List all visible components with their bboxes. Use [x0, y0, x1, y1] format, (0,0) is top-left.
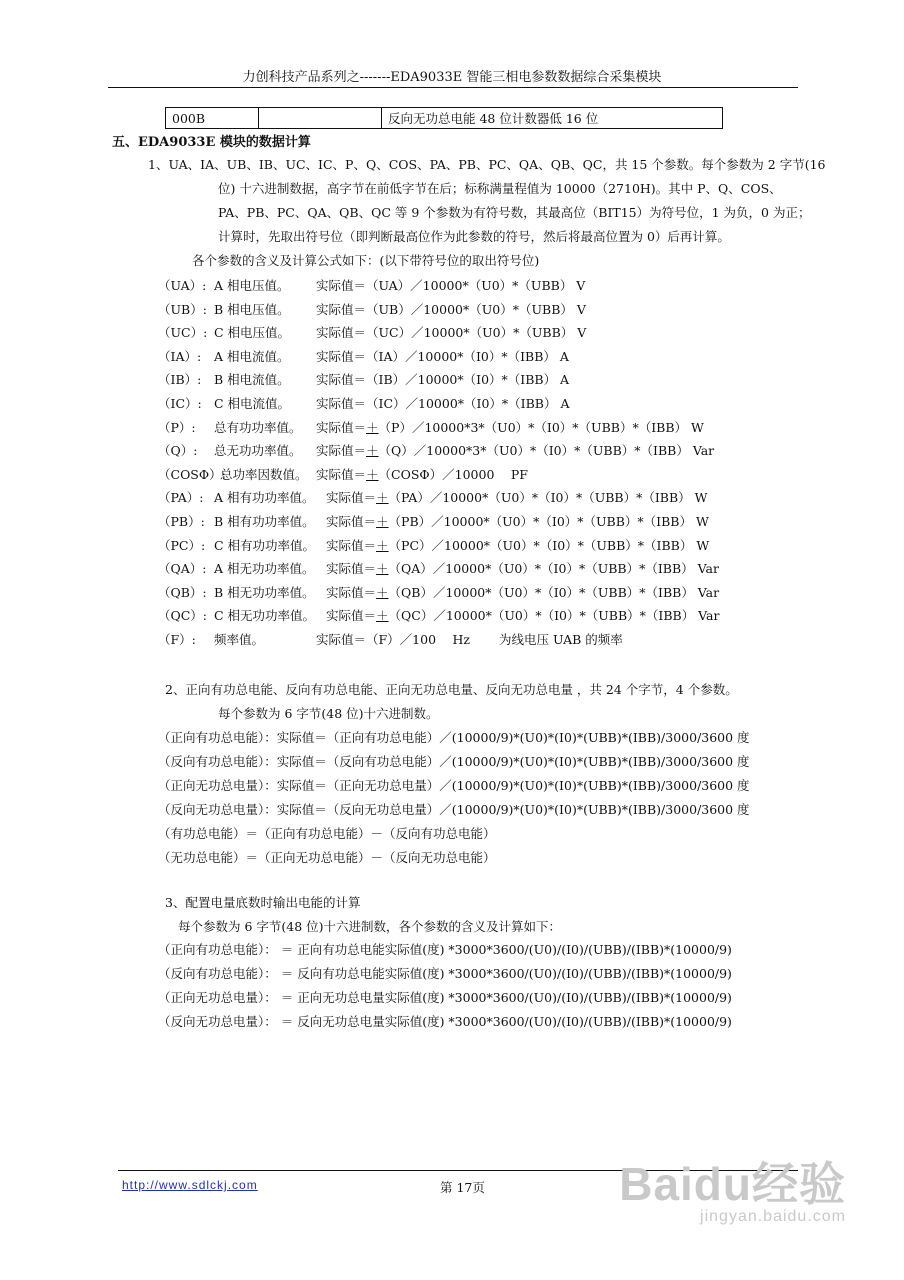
param-description: 总功率因数值。 — [220, 466, 308, 482]
formula-text: 实际值＝（UB）／10000*（U0）*（UBB） V — [316, 301, 586, 317]
formula-text: 实际值＝（IB）／10000*（I0）*（IBB） A — [316, 372, 570, 388]
formula-text: 实际值＝（UC）／10000*（U0）*（UBB） V — [316, 325, 587, 341]
table-row — [166, 108, 723, 129]
formula-text: （QB）／10000*（U0）*（I0）*（UBB）*（IBB） Var — [388, 584, 720, 600]
param-description: C 相有功功率值。 — [214, 537, 316, 553]
plus-minus-sign: ＋ — [376, 584, 389, 600]
formula-row — [158, 488, 708, 506]
param-description: B 相无功功率值。 — [214, 584, 315, 600]
page-number: 第 17页 — [440, 1180, 485, 1195]
plus-minus-sign: ＋ — [366, 466, 379, 482]
formula-text: （P）／10000*3*（U0）*（I0）*（UBB）*（IBB） W — [378, 419, 704, 435]
param-key: （PC）: — [158, 537, 206, 553]
formula-text: 实际值＝ — [316, 466, 367, 482]
param-key: （QB）: — [158, 584, 207, 600]
param-key: （UC）: — [158, 325, 208, 341]
formula-row — [158, 559, 719, 577]
register-blank-cell — [259, 108, 382, 129]
plus-minus-sign: ＋ — [376, 514, 389, 529]
formula-text: （PB）／10000*（U0）*（I0）*（UBB）*（IBB） W — [388, 514, 709, 529]
energy-formula: （正向无功总电量）：实际值＝（正向无功总电量）／(10000/9)*(U0)*(I0)*(UBB)*(IBB)/3000/3600 度 — [158, 778, 750, 793]
paragraph-line: 每个参数为 6 字节(48 位)十六进制数。 — [218, 706, 439, 721]
plus-minus-sign: ＋ — [376, 490, 389, 506]
formula-text: （PA）／10000*（U0）*（I0）*（UBB）*（IBB） W — [388, 490, 708, 506]
param-description: C 相电流值。 — [214, 396, 291, 411]
param-description: C 相无功功率值。 — [214, 608, 316, 624]
plus-minus-sign: ＋ — [376, 537, 389, 553]
energy-formula: （反向有功总电能）：实际值＝（反向有功总电能）／(10000/9)*(U0)*(I0)*(UBB)*(IBB)/3000/3600 度 — [158, 754, 750, 769]
header-rule — [108, 87, 798, 88]
config-formula: （正向无功总电量）： ＝ 正向无功总电量实际值(度) *3000*3600/(U0)/(I0)/(UBB)/(IBB)*(10000/9) — [158, 990, 732, 1005]
baidu-watermark — [619, 1148, 846, 1226]
paragraph-line: 计算时，先取出符号位（即判断最高位作为此参数的符号，然后将最高位置为 0）后再计算。 — [218, 229, 730, 244]
param-description: A 相电压值。 — [214, 278, 290, 293]
plus-minus-sign: ＋ — [366, 443, 379, 459]
formula-row — [158, 512, 709, 530]
param-key: （IB）: — [158, 372, 202, 388]
formula-text: （Q）／10000*3*（U0）*（I0）*（UBB）*（IBB） Var — [378, 443, 715, 459]
formula-text: （PC）／10000*（U0）*（I0）*（UBB）*（IBB） W — [388, 537, 710, 553]
formula-row — [158, 323, 586, 341]
config-formula: （反向无功总电量）： ＝ 反向无功总电量实际值(度) *3000*3600/(U0)/(I0)/(UBB)/(IBB)*(10000/9) — [158, 1014, 732, 1029]
param-description: B 相电流值。 — [214, 372, 290, 388]
param-key: （UA）: — [158, 278, 207, 293]
formula-row — [158, 630, 623, 648]
formula-text: （COSΦ）／10000 PF — [378, 466, 528, 482]
formula-text: 实际值＝ — [326, 561, 377, 577]
param-description: 总无功功率值。 — [214, 443, 302, 459]
paragraph-line: 位) 十六进制数据，高字节在前低字节在后；标称满量程值为 10000（2710H)。其中 P、Q、COS、 — [218, 181, 782, 196]
param-key: （COSΦ）: — [158, 466, 226, 482]
param-key: （Q）: — [158, 443, 198, 459]
param-description: B 相有功功率值。 — [214, 514, 315, 529]
formula-text: 实际值＝ — [326, 514, 377, 529]
watermark-url: jingyan.baidu.com — [700, 1208, 846, 1225]
register-address: 000B — [166, 108, 259, 129]
energy-formula: （有功总电能）＝（正向有功总电能）－（反向有功总电能） — [158, 826, 496, 841]
param-key: （IC）: — [158, 396, 202, 411]
formula-row — [158, 370, 569, 388]
formula-text: 实际值＝（UA）／10000*（U0）*（UBB） V — [316, 278, 586, 293]
formula-text: 实际值＝ — [316, 443, 367, 459]
formula-row — [158, 465, 528, 483]
formula-row — [158, 418, 704, 436]
paragraph-line: PA、PB、PC、QA、QB、QC 等 9 个参数为有符号数，其最高位（BIT15）为符号位，1 为负，0 为正； — [218, 205, 811, 220]
param-key: （QC）: — [158, 608, 208, 624]
formula-row — [158, 300, 586, 318]
param-key: （PB）: — [158, 514, 205, 529]
plus-minus-sign: ＋ — [366, 419, 379, 435]
param-key: （IA）: — [158, 348, 202, 364]
energy-formula: （正向有功总电能）：实际值＝（正向有功总电能）／(10000/9)*(U0)*(I0)*(UBB)*(IBB)/3000/3600 度 — [158, 730, 750, 745]
param-description: A 相无功功率值。 — [214, 561, 315, 577]
param-description: A 相电流值。 — [214, 348, 290, 364]
paragraph-line: 每个参数为 6 字节(48 位)十六进制数，各个参数的含义及计算如下： — [178, 919, 562, 934]
formula-text: 实际值＝ — [326, 608, 377, 624]
paragraph-line: 1、UA、IA、UB、IB、UC、IC、P、Q、COS、PA、PB、PC、QA、QB、QC，共 15 个参数。每个参数为 2 字节(16 — [148, 157, 826, 172]
plus-minus-sign: ＋ — [376, 561, 389, 577]
register-table — [165, 107, 723, 129]
param-key: （UB）: — [158, 301, 207, 317]
formula-row — [158, 347, 569, 365]
formula-text: （QC）／10000*（U0）*（I0）*（UBB）*（IBB） Var — [388, 608, 720, 624]
param-key: （QA）: — [158, 561, 207, 577]
website-link[interactable]: http://www.sdlckj.com — [122, 1178, 258, 1192]
formula-row — [158, 276, 585, 294]
formula-text: 实际值＝ — [326, 584, 377, 600]
formula-row — [158, 441, 714, 459]
param-description: B 相电压值。 — [214, 301, 290, 317]
param-description: 总有功功率值。 — [214, 419, 302, 435]
formula-text: 实际值＝（IC）／10000*（I0）*（IBB） A — [316, 396, 570, 411]
formula-row — [158, 536, 709, 554]
watermark-brand: Baidu经验 — [619, 1158, 846, 1210]
param-key: （PA）: — [158, 490, 204, 506]
paragraph-line: 各个参数的含义及计算公式如下：(以下带符号位的取出符号位) — [192, 253, 540, 268]
energy-formula: （反向无功总电量）：实际值＝（反向无功总电量）／(10000/9)*(U0)*(I0)*(UBB)*(IBB)/3000/3600 度 — [158, 802, 750, 817]
param-key: （P）: — [158, 419, 196, 435]
formula-text: 实际值＝（IA）／10000*（I0）*（IBB） A — [316, 348, 569, 364]
plus-minus-sign: ＋ — [376, 608, 389, 624]
formula-text: （QA）／10000*（U0）*（I0）*（UBB）*（IBB） Var — [388, 561, 719, 577]
formula-text: 实际值＝（F）／100 Hz 为线电压 UAB 的频率 — [316, 632, 623, 647]
config-formula: （反向有功总电能）： ＝ 反向有功总电能实际值(度) *3000*3600/(U0)/(I0)/(UBB)/(IBB)*(10000/9) — [158, 966, 732, 981]
section-title: 五、EDA9033E 模块的数据计算 — [112, 135, 311, 150]
paragraph-line: 3、配置电量底数时输出电能的计算 — [165, 895, 361, 910]
formula-text: 实际值＝ — [326, 537, 377, 553]
param-description: A 相有功功率值。 — [214, 490, 315, 506]
formula-row — [158, 606, 719, 624]
formula-row — [158, 394, 569, 412]
formula-text: 实际值＝ — [316, 419, 367, 435]
page-header: 力创科技产品系列之-------EDA9033E 智能三相电参数数据综合采集模块 — [242, 70, 662, 85]
param-description: C 相电压值。 — [214, 325, 291, 341]
config-formula: （正向有功总电能）： ＝ 正向有功总电能实际值(度) *3000*3600/(U0)/(I0)/(UBB)/(IBB)*(10000/9) — [158, 942, 732, 957]
energy-formula: （无功总电能）＝（正向无功总电能）－（反向无功总电能） — [158, 850, 496, 865]
param-description: 频率值。 — [214, 632, 265, 647]
formula-text: 实际值＝ — [326, 490, 377, 506]
register-description: 反向无功总电能 48 位计数器低 16 位 — [382, 108, 723, 129]
paragraph-line: 2、正向有功总电能、反向有功总电能、正向无功总电量、反向无功总电量 ，共 24 个字节，4 个参数。 — [165, 682, 738, 697]
param-key: （F）: — [158, 632, 196, 647]
formula-row — [158, 583, 719, 601]
